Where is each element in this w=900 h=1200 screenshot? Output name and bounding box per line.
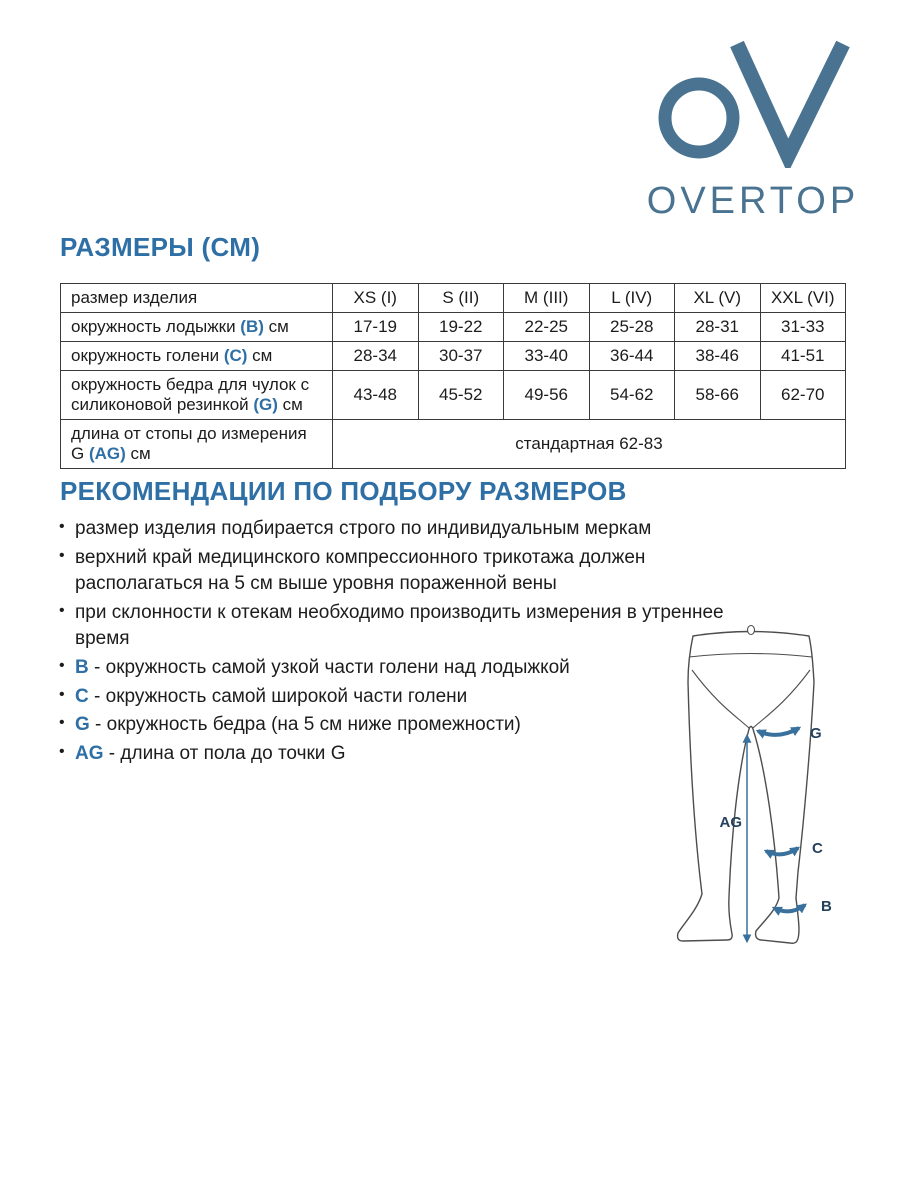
brand-name: OVERTOP: [646, 180, 860, 222]
ankle-girth-arrow: [774, 905, 805, 911]
size-value: 19-22: [418, 313, 504, 342]
size-value: 33-40: [504, 342, 590, 371]
measurement-diagram: [645, 610, 880, 975]
size-value: 43-48: [333, 371, 419, 420]
recommendation-item: [58, 545, 758, 598]
recommendation-text: при склонности к отекам необходимо производить измерения в утреннее время: [75, 601, 724, 650]
size-value: 28-34: [333, 342, 419, 371]
measure-letter-c: (C): [223, 346, 248, 366]
row-label: [61, 420, 333, 469]
thigh-circumference-row: [61, 371, 846, 420]
calf-circumference-row: [61, 342, 846, 371]
size-column-header: S (II): [418, 284, 504, 313]
sizes-section-title: РАЗМЕРЫ (СМ): [60, 232, 261, 262]
ankle-circumference-row: [61, 313, 846, 342]
c-label: C: [812, 840, 823, 857]
row-label: [61, 313, 333, 342]
row-label: [61, 342, 333, 371]
foot-to-g-length-row: [61, 420, 846, 469]
rec-separator: -: [89, 714, 107, 736]
size-column-header: XL (V): [675, 284, 761, 313]
g-label: G: [810, 725, 822, 742]
size-value: 54-62: [589, 371, 675, 420]
row-label-text: окружность лодыжки: [71, 317, 241, 337]
rec-separator: -: [88, 656, 106, 678]
tights-outline: [678, 626, 814, 944]
size-column-header: XXL (VI): [760, 284, 846, 313]
size-column-header: M (III): [504, 284, 590, 313]
recommendations-title: РЕКОМЕНДАЦИИ ПО ПОДБОРУ РАЗМЕРОВ: [60, 476, 627, 506]
thigh-girth-arrow: [758, 728, 799, 735]
measurement-arrows: [747, 728, 805, 941]
measure-letter-c: C: [75, 685, 89, 707]
measure-letter-b: (B): [240, 317, 264, 337]
row-label-text: окружность бедра для чулок с силиконовой резинкой: [71, 375, 310, 415]
size-value: 22-25: [504, 313, 590, 342]
rec-separator: -: [88, 685, 106, 707]
recommendation-text: окружность самой узкой части голени над лодыжкой: [105, 656, 570, 678]
row-label-line2: [71, 444, 324, 464]
calf-girth-arrow: [766, 848, 798, 854]
measure-letter-g: G: [75, 714, 90, 736]
recommendation-text: длина от пола до точки G: [120, 742, 346, 764]
size-value: 41-51: [760, 342, 846, 371]
size-value: 25-28: [589, 313, 675, 342]
size-table-header-row: [61, 284, 846, 313]
measure-letter-b: B: [75, 656, 89, 678]
recommendation-text: окружность самой широкой части голени: [105, 685, 468, 707]
legs-figure: [645, 610, 880, 970]
size-value: 62-70: [760, 371, 846, 420]
ag-label: AG: [719, 814, 742, 831]
size-column-header: XS (I): [333, 284, 419, 313]
recommendation-text: верхний край медицинского компрессионного трикотажа должен располагаться на 5 см выше уровня пораженной вены: [75, 546, 646, 595]
brand-header: [646, 36, 860, 223]
measure-letter-ag: AG: [75, 742, 104, 764]
standard-length-value: стандартная 62-83: [333, 420, 846, 469]
size-value: 30-37: [418, 342, 504, 371]
rec-separator: -: [103, 742, 121, 764]
size-value: 38-46: [675, 342, 761, 371]
size-value: 31-33: [760, 313, 846, 342]
size-value: 58-66: [675, 371, 761, 420]
recommendation-text: размер изделия подбирается строго по индивидуальным меркам: [75, 518, 652, 539]
recommendation-item: [58, 516, 758, 543]
size-value: 45-52: [418, 371, 504, 420]
overtop-logo-icon: [651, 36, 855, 168]
row-label-unit: см: [277, 395, 303, 415]
size-value: 36-44: [589, 342, 675, 371]
size-value: 49-56: [504, 371, 590, 420]
recommendation-text: окружность бедра (на 5 см ниже промежности): [106, 714, 521, 736]
waist-button: [748, 626, 755, 635]
row-label-unit: см: [247, 346, 273, 366]
row-label-line1: длина от стопы до измерения: [71, 424, 307, 444]
size-table: [60, 283, 846, 469]
b-label: B: [821, 898, 832, 915]
row-label-text: окружность голени: [71, 346, 224, 366]
size-column-header: L (IV): [589, 284, 675, 313]
size-table-corner-cell: размер изделия: [61, 284, 333, 313]
size-value: 17-19: [333, 313, 419, 342]
row-label: [61, 371, 333, 420]
measure-letter-g: (G): [253, 395, 278, 415]
measure-letter-ag: (AG): [88, 444, 126, 464]
row-label-unit: см: [125, 444, 151, 464]
row-label-unit: см: [263, 317, 289, 337]
size-value: 28-31: [675, 313, 761, 342]
row-label-text: G: [71, 444, 89, 464]
